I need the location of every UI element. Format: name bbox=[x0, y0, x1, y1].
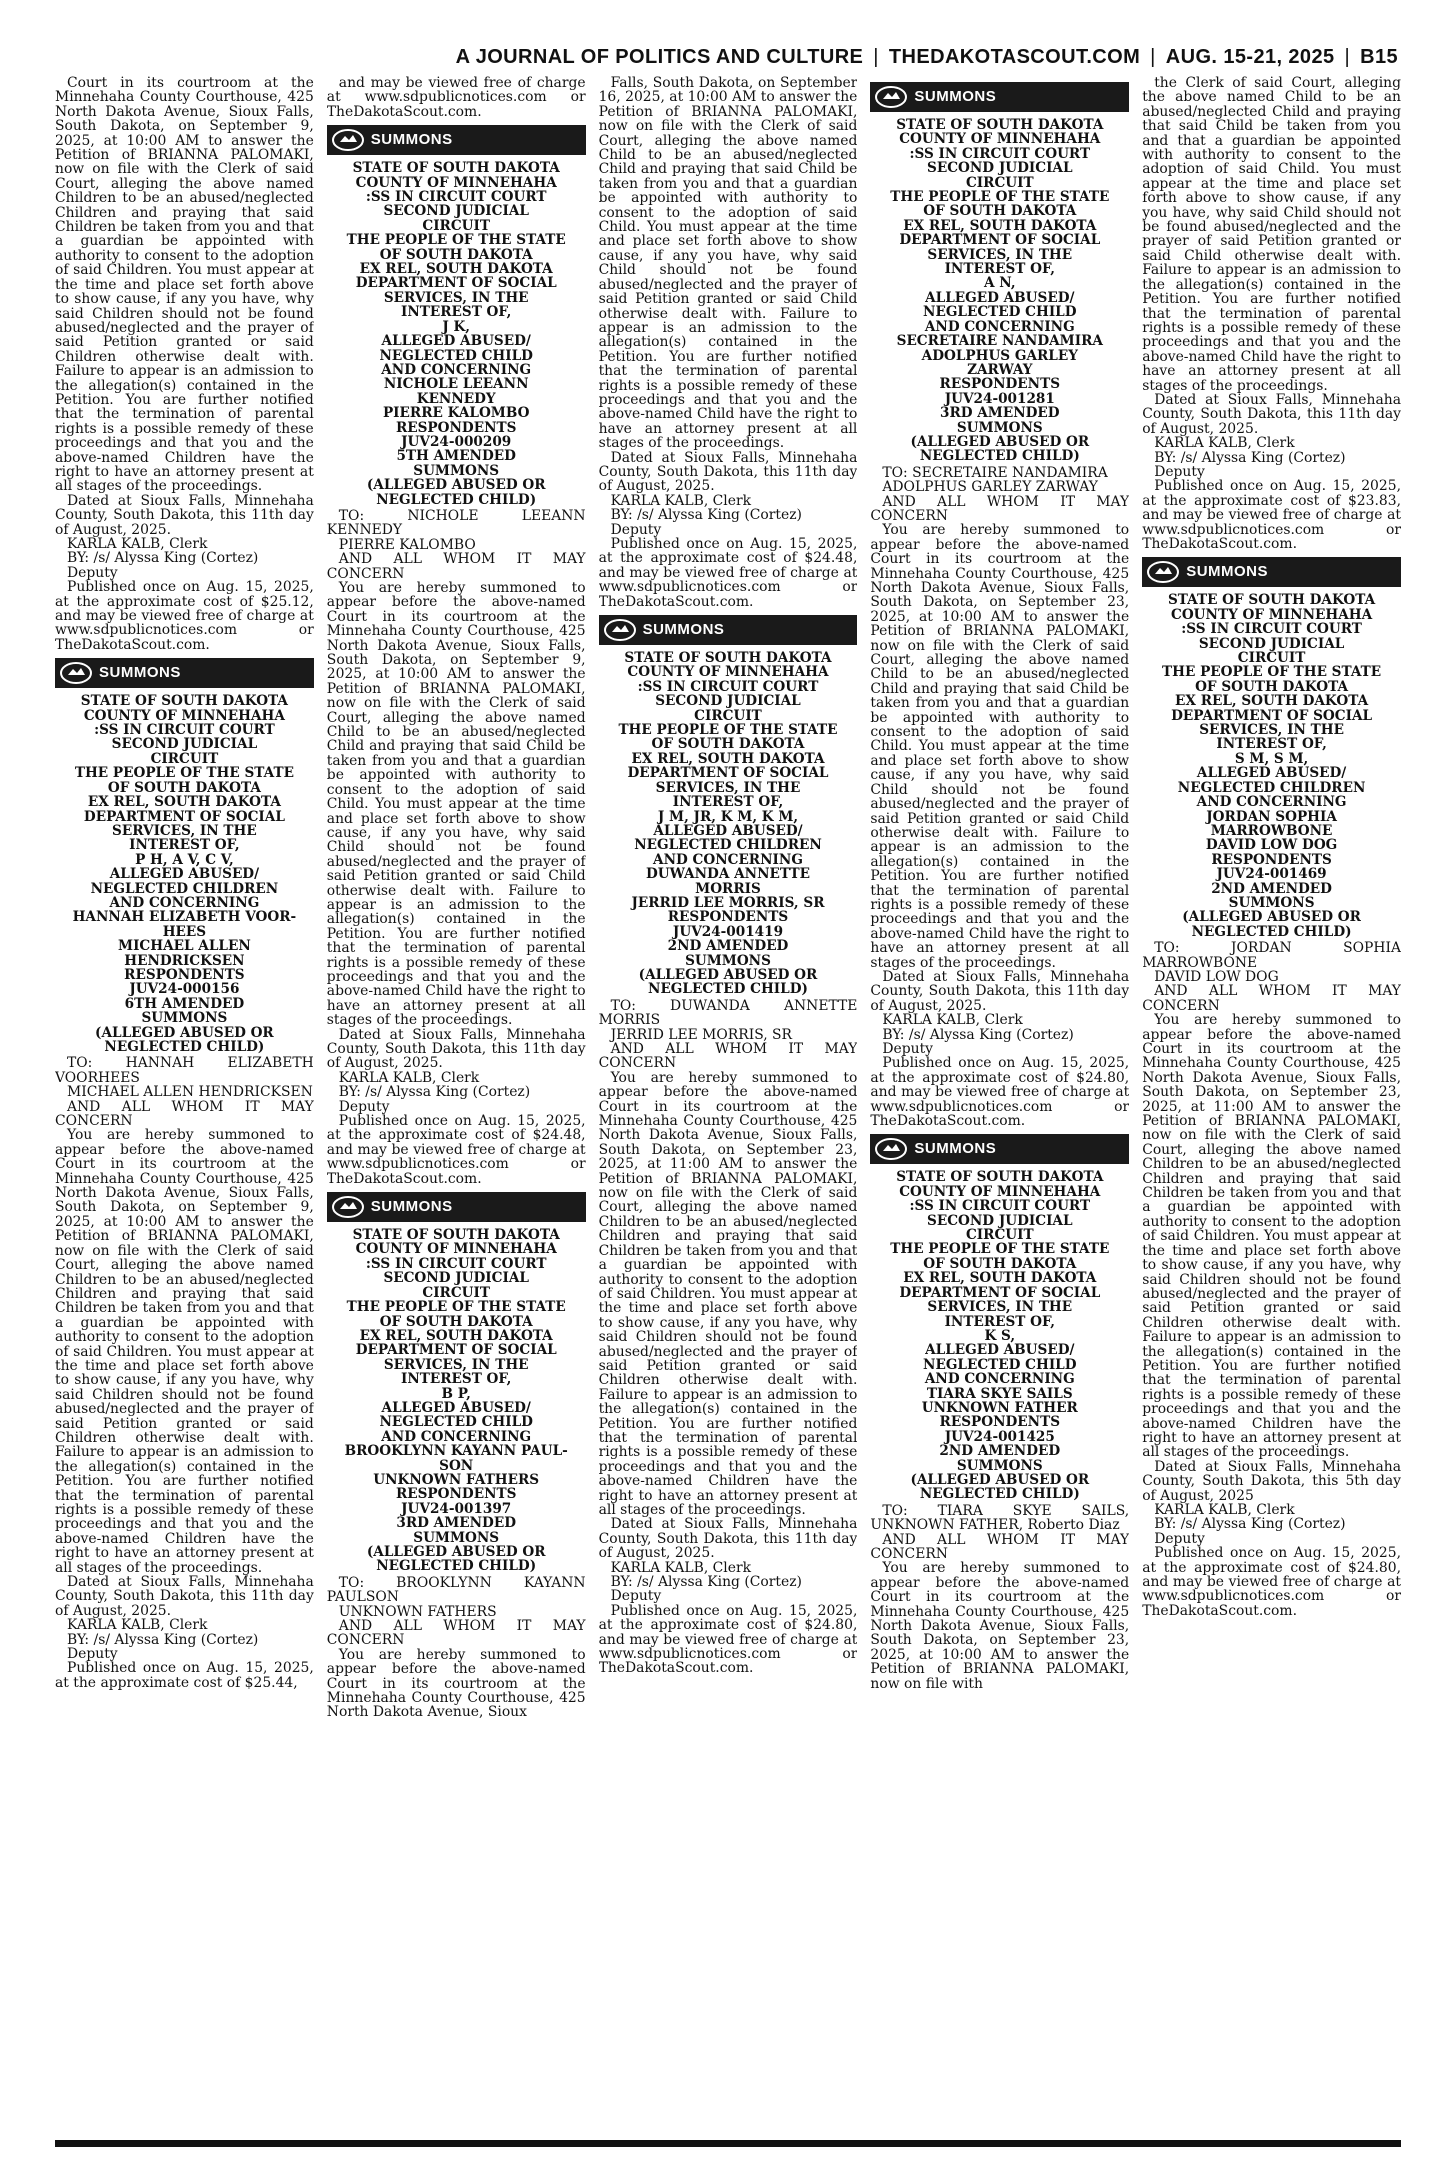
caption-line: (ALLEGED ABUSED OR bbox=[910, 433, 1090, 450]
notice-paragraph: TO: HANNAH ELIZABETH VOORHEES bbox=[55, 1055, 314, 1086]
caption-line: SON bbox=[439, 1457, 474, 1474]
notice-column bbox=[1142, 76, 1401, 2134]
caption-line: SECOND JUDICIAL bbox=[111, 736, 258, 753]
notice-paragraph: TO: NICHOLE LEEANN KENNEDY bbox=[326, 507, 586, 539]
case-caption bbox=[1142, 593, 1401, 939]
caption-line: RESPONDENTS bbox=[667, 909, 789, 926]
caption-line: CIRCUIT bbox=[422, 1284, 490, 1301]
summons-banner bbox=[327, 125, 586, 155]
caption-line: THE PEOPLE OF THE STATE bbox=[890, 189, 1110, 206]
caption-line: STATE OF SOUTH DAKOTA bbox=[896, 117, 1104, 133]
caption-line: OF SOUTH DAKOTA bbox=[107, 779, 261, 796]
caption-line: THE PEOPLE OF THE STATE bbox=[1162, 664, 1382, 681]
banner-label: SUMMONS bbox=[914, 87, 997, 105]
notice-paragraph: AND ALL WHOM IT MAY CONCERN bbox=[326, 1618, 586, 1649]
caption-line: EX REL, SOUTH DAKOTA bbox=[631, 750, 825, 767]
caption-line: ALLEGED ABUSED/ bbox=[653, 822, 803, 839]
caption-line: HEES bbox=[162, 923, 207, 940]
caption-line: SERVICES, IN THE bbox=[655, 779, 801, 796]
caption-line: AND CONCERNING bbox=[381, 361, 532, 378]
caption-line: COUNTY OF MINNEHAHA bbox=[627, 664, 829, 681]
banner-label: SUMMONS bbox=[914, 1140, 997, 1158]
caption-line: CIRCUIT bbox=[965, 1227, 1034, 1244]
caption-line: J K, bbox=[442, 318, 471, 335]
caption-line: COUNTY OF MINNEHAHA bbox=[355, 1241, 557, 1258]
caption-line: B P, bbox=[441, 1385, 471, 1402]
site-url: THEDAKOTASCOUT.COM bbox=[888, 46, 1141, 68]
notice-paragraph: You are hereby summoned to appear before the above-named Court in its courtroom at the Minnehaha County Courthouse, 425 North Dakota Avenue, Sioux Falls, South Dakota, on September 9, 2025, at 10:00 AM to answer the Petition of BRIANNA PALOMAKI, now on file with the Clerk of said Court, alleging the above named Children to be an abused/neglected Children and praying that said Children be taken from you and that a guardian be appointed with authority to consent to the adoption of said Children. You must appear at the time and place set forth above to show cause, if any you have, why said Children should not be found abused/neglected and the prayer of said Petition granted or said Children otherwise dealt with. Failure to appear is an admission to the allegation(s) contained in the Petition. You are further notified that the termination of parental rights is a possible remedy of these proceedings and that you and the above-named Children have the right to have an attorney present at all stages of the proceedings. bbox=[55, 1127, 314, 1576]
header-line bbox=[456, 46, 1398, 69]
notice-paragraph: JERRID LEE MORRIS, SR bbox=[610, 1026, 793, 1043]
notice-paragraph: BY: /s/ Alyssa King (Cortez) bbox=[610, 1574, 802, 1591]
caption-line: NEGLECTED CHILD) bbox=[376, 1558, 537, 1575]
caption-line: COUNTY OF MINNEHAHA bbox=[1171, 606, 1373, 623]
case-caption bbox=[870, 1170, 1129, 1501]
notice-paragraph: Dated at Sioux Falls, Minnehaha County, South Dakota, this 5th day of August, 2025 bbox=[1142, 1458, 1401, 1504]
scout-logo-icon bbox=[603, 617, 637, 643]
caption-line: STATE OF SOUTH DAKOTA bbox=[1167, 592, 1376, 609]
notice-paragraph: AND ALL WHOM IT MAY CONCERN bbox=[870, 1531, 1130, 1562]
notice-paragraph: Deputy bbox=[610, 1588, 662, 1605]
caption-line: SERVICES, IN THE bbox=[1199, 722, 1344, 739]
caption-line: AND CONCERNING bbox=[924, 318, 1075, 335]
caption-line: INTEREST OF, bbox=[944, 1313, 1056, 1330]
journal-tagline: A JOURNAL OF POLITICS AND CULTURE bbox=[455, 46, 864, 68]
caption-line: JUV24-001281 bbox=[944, 390, 1055, 407]
caption-line: A N, bbox=[984, 275, 1016, 292]
caption-line: TIARA SKYE SAILS bbox=[926, 1385, 1073, 1402]
caption-line: CIRCUIT bbox=[150, 750, 219, 767]
summons-banner bbox=[1142, 557, 1401, 587]
caption-line: SUMMONS bbox=[141, 1010, 228, 1027]
caption-line: KENNEDY bbox=[416, 390, 496, 407]
notice-paragraph: TO: JORDAN SOPHIA MARROWBONE bbox=[1142, 940, 1401, 971]
caption-line: DEPARTMENT OF SOCIAL bbox=[355, 1342, 557, 1359]
notice-paragraph: BY: /s/ Alyssa King (Cortez) bbox=[610, 507, 802, 524]
banner-label: SUMMONS bbox=[370, 131, 453, 149]
caption-line: CIRCUIT bbox=[422, 217, 490, 234]
caption-line: JUV24-001419 bbox=[672, 923, 784, 940]
caption-line: (ALLEGED ABUSED OR bbox=[366, 1544, 546, 1560]
scout-logo-icon bbox=[331, 127, 365, 153]
caption-line: RESPONDENTS bbox=[395, 419, 517, 436]
caption-line: INTEREST OF, bbox=[400, 1371, 512, 1388]
caption-line: CIRCUIT bbox=[965, 174, 1034, 191]
caption-line: THE PEOPLE OF THE STATE bbox=[618, 722, 838, 739]
caption-line: DEPARTMENT OF SOCIAL bbox=[355, 275, 557, 292]
caption-line: (ALLEGED ABUSED OR bbox=[95, 1024, 274, 1041]
notice-paragraph: TO: BROOKLYNN KAYANN PAULSON bbox=[326, 1574, 586, 1606]
notice-paragraph: You are hereby summoned to appear before the above-named Court in its courtroom at the Minnehaha County Courthouse, 425 North Dakota Avenue, Sioux Falls, South Dakota, on September 23, 2025, at 10:00 AM to answer the Petition of BRIANNA PALOMAKI, now on file with the Clerk of said Court, alleging the above named Child to be an abused/neglected Child and praying that said Child be taken from you and that a guardian be appointed with authority to consent to the adoption of said Child. You must appear at the time and place set forth above to show cause, if any you have, why said Child should not be found abused/neglected and the prayer of said Petition granted or said Child otherwise dealt with. Failure to appear is an admission to the allegation(s) contained in the Petition. You are further notified that the termination of parental rights is a possible remedy of these proceedings and that you and the above-named Child have the right to have an attorney present at all stages of the proceedings. bbox=[870, 522, 1130, 971]
notice-paragraph: Published once on Aug. 15, 2025, at the approximate cost of $23.83, and may be viewed free of charge at www.sdpublicnotices.com or TheDakotaScout.com. bbox=[1142, 478, 1401, 552]
notice-paragraph: Deputy bbox=[1154, 463, 1205, 480]
caption-line: DEPARTMENT OF SOCIAL bbox=[83, 808, 285, 825]
caption-line: NEGLECTED CHILDREN bbox=[1177, 779, 1366, 796]
caption-line: COUNTY OF MINNEHAHA bbox=[899, 1183, 1101, 1200]
caption-line: ADOLPHUS GARLEY bbox=[921, 347, 1078, 364]
caption-line: NEGLECTED CHILD bbox=[923, 1356, 1077, 1373]
notice-paragraph: KARLA KALB, Clerk bbox=[610, 492, 752, 509]
caption-line: OF SOUTH DAKOTA bbox=[923, 1255, 1077, 1272]
caption-line: :SS IN CIRCUIT COURT bbox=[637, 678, 819, 695]
caption-line: NEGLECTED CHILD bbox=[379, 1414, 533, 1431]
caption-line: EX REL, SOUTH DAKOTA bbox=[903, 217, 1097, 234]
caption-line: THE PEOPLE OF THE STATE bbox=[346, 232, 566, 249]
caption-line: SUMMONS bbox=[956, 1457, 1043, 1474]
header-separator: | bbox=[1150, 46, 1156, 68]
caption-line: ALLEGED ABUSED/ bbox=[925, 289, 1075, 306]
caption-line: STATE OF SOUTH DAKOTA bbox=[80, 693, 288, 710]
caption-line: BROOKLYNN KAYANN PAUL- bbox=[344, 1443, 568, 1460]
caption-line: RESPONDENTS bbox=[939, 1414, 1061, 1431]
caption-line: ALLEGED ABUSED/ bbox=[381, 333, 531, 350]
caption-line: EX REL, SOUTH DAKOTA bbox=[87, 794, 281, 811]
caption-line: OF SOUTH DAKOTA bbox=[379, 246, 533, 263]
case-caption bbox=[870, 118, 1129, 464]
summons-banner bbox=[327, 1192, 586, 1222]
caption-line: COUNTY OF MINNEHAHA bbox=[83, 707, 285, 724]
notice-paragraph: Dated at Sioux Falls, Minnehaha County, South Dakota, this 11th day of August, 2025. bbox=[598, 449, 858, 495]
notice-paragraph: Deputy bbox=[1154, 1530, 1205, 1547]
caption-line: EX REL, SOUTH DAKOTA bbox=[359, 261, 553, 278]
notice-paragraph: BY: /s/ Alyssa King (Cortez) bbox=[882, 1026, 1074, 1043]
banner-label: SUMMONS bbox=[1186, 563, 1269, 581]
notice-paragraph: Deputy bbox=[67, 564, 118, 581]
caption-line: J M, JR, K M, K M, bbox=[657, 808, 799, 825]
caption-line: NEGLECTED CHILD) bbox=[919, 448, 1080, 465]
caption-line: JORDAN SOPHIA bbox=[1206, 808, 1337, 825]
banner-label: SUMMONS bbox=[370, 1197, 453, 1215]
summons-banner bbox=[599, 615, 858, 645]
caption-line: 2ND AMENDED bbox=[667, 938, 789, 955]
notice-paragraph: TO: DUWANDA ANNETTE MORRIS bbox=[598, 997, 858, 1029]
caption-line: STATE OF SOUTH DAKOTA bbox=[896, 1169, 1104, 1186]
caption-line: K S, bbox=[984, 1327, 1016, 1344]
scout-logo-icon bbox=[874, 84, 908, 110]
caption-line: NEGLECTED CHILDREN bbox=[634, 837, 822, 854]
notice-paragraph: Published once on Aug. 15, 2025, at the approximate cost of $24.48, and may be viewed free of charge at www.sdpublicnotices.com or TheDakotaScout.com. bbox=[598, 536, 858, 610]
caption-line: SERVICES, IN THE bbox=[112, 822, 257, 839]
notice-paragraph: KARLA KALB, Clerk bbox=[338, 1069, 480, 1086]
caption-line: EX REL, SOUTH DAKOTA bbox=[1175, 693, 1369, 710]
caption-line: DEPARTMENT OF SOCIAL bbox=[1171, 707, 1373, 724]
caption-line: THE PEOPLE OF THE STATE bbox=[74, 765, 294, 782]
caption-line: COUNTY OF MINNEHAHA bbox=[355, 174, 557, 191]
caption-line: RESPONDENTS bbox=[395, 1486, 517, 1503]
caption-line: SUMMONS bbox=[1228, 894, 1315, 911]
notice-paragraph: BY: /s/ Alyssa King (Cortez) bbox=[67, 550, 259, 567]
notice-paragraph: KARLA KALB, Clerk bbox=[1154, 435, 1295, 452]
caption-line: JUV24-001397 bbox=[401, 1500, 512, 1517]
caption-line: RESPONDENTS bbox=[939, 376, 1061, 393]
page-number: B15 bbox=[1360, 46, 1398, 68]
caption-line: STATE OF SOUTH DAKOTA bbox=[624, 650, 832, 667]
notice-paragraph: BY: /s/ Alyssa King (Cortez) bbox=[1154, 1516, 1346, 1533]
caption-line: DEPARTMENT OF SOCIAL bbox=[627, 765, 829, 782]
caption-line: THE PEOPLE OF THE STATE bbox=[890, 1241, 1110, 1258]
caption-line: STATE OF SOUTH DAKOTA bbox=[352, 1227, 560, 1244]
caption-line: JERRID LEE MORRIS, SR bbox=[631, 894, 825, 911]
caption-line: INTEREST OF, bbox=[672, 794, 784, 811]
caption-line: OF SOUTH DAKOTA bbox=[923, 203, 1077, 220]
caption-line: CIRCUIT bbox=[1237, 650, 1306, 667]
caption-line: INTEREST OF, bbox=[1216, 736, 1327, 753]
caption-line: SUMMONS bbox=[413, 462, 500, 479]
caption-line: 5TH AMENDED bbox=[396, 448, 516, 465]
caption-line: SUMMONS bbox=[413, 1529, 500, 1546]
caption-line: :SS IN CIRCUIT COURT bbox=[1181, 621, 1362, 638]
case-caption bbox=[327, 1228, 586, 1574]
notice-paragraph: Falls, South Dakota, on September 16, 2025, at 10:00 AM to answer the Petition of BRIANNA PALOMAKI, now on file with the Clerk of said Court, alleging the above named Child to be an abused/neglected Child and praying that said Child be taken from you and that a guardian be appointed with authority to consent to the adoption of said Child. You must appear at the time and place set forth above to show cause, if any you have, why said Child should not be found abused/neglected and the prayer of said Petition granted or said Child otherwise dealt with. Failure to appear is an admission to the allegation(s) contained in the Petition. You are further notified that the termination of parental rights is a possible remedy of these proceedings and that you and the above-named Child have the right to have an attorney present at all stages of the proceedings. bbox=[598, 76, 858, 452]
notice-paragraph: UNKNOWN FATHERS bbox=[338, 1603, 497, 1620]
notice-paragraph: MICHAEL ALLEN HENDRICKSEN bbox=[67, 1084, 313, 1101]
notice-paragraph: You are hereby summoned to appear before the above-named Court in its courtroom at the Minnehaha County Courthouse, 425 North Dakota Avenue, Sioux bbox=[326, 1646, 586, 1721]
caption-line: 2ND AMENDED bbox=[939, 1443, 1061, 1460]
caption-line: S M, S M, bbox=[1234, 750, 1309, 767]
caption-line: SECOND JUDICIAL bbox=[927, 1212, 1073, 1229]
caption-line: UNKNOWN FATHERS bbox=[373, 1471, 540, 1488]
caption-line: NEGLECTED CHILD) bbox=[376, 491, 537, 508]
notice-paragraph: AND ALL WHOM IT MAY CONCERN bbox=[55, 1098, 314, 1130]
scout-logo-icon bbox=[59, 660, 93, 686]
notice-paragraph: Published once on Aug. 15, 2025, at the approximate cost of $25.12, and may be viewed free of charge at www.sdpublicnotices.com or TheDakotaScout.com. bbox=[55, 579, 314, 653]
notice-paragraph: PIERRE KALOMBO bbox=[338, 536, 476, 553]
caption-line: HANNAH ELIZABETH VOOR- bbox=[72, 909, 297, 926]
notice-paragraph: Published once on Aug. 15, 2025, at the approximate cost of $24.80, and may be viewed free of charge at www.sdpublicnotices.com or TheDakotaScout.com. bbox=[870, 1055, 1130, 1130]
caption-line: OF SOUTH DAKOTA bbox=[379, 1313, 533, 1330]
caption-line: (ALLEGED ABUSED OR bbox=[638, 966, 818, 983]
caption-line: :SS IN CIRCUIT COURT bbox=[909, 145, 1091, 162]
notice-paragraph: AND ALL WHOM IT MAY CONCERN bbox=[326, 551, 586, 582]
notice-paragraph: the Clerk of said Court, alleging the above named Child to be an abused/neglected Child and praying that said Child be taken from you and that a guardian be appointed with authority to consent to the adoption of said Child. You must appear at the time and place set forth above to show cause, if any you have, why said Child should not be found abused/neglected and the prayer of said Petition granted or said Child otherwise dealt with. Failure to appear is an admission to the allegation(s) contained in the Petition. You are further notified that the termination of parental rights is a possible remedy of these proceedings and that you and the above-named Child have the right to have an attorney present at all stages of the proceedings. bbox=[1142, 76, 1401, 394]
caption-line: SECOND JUDICIAL bbox=[383, 1270, 529, 1287]
caption-line: NEGLECTED CHILD) bbox=[1191, 923, 1352, 940]
notice-column bbox=[327, 76, 586, 2134]
notice-paragraph: Dated at Sioux Falls, Minnehaha County, South Dakota, this 11th day of August, 2025. bbox=[870, 968, 1130, 1014]
caption-line: RESPONDENTS bbox=[124, 966, 245, 983]
notice-paragraph: You are hereby summoned to appear before the above-named Court in its courtroom at the Minnehaha County Courthouse, 425 North Dakota Avenue, Sioux Falls, South Dakota, on September 23, 2025, at 11:00 AM to answer the Petition of BRIANNA PALOMAKI, now on file with the Clerk of said Court, alleging the above named Children to be an abused/neglected Children and praying that said Children be taken from you and that a guardian be appointed with authority to consent to the adoption of said Children. You must appear at the time and place set forth above to show cause, if any you have, why said Children should not be found abused/neglected and the prayer of said Petition granted or said Children otherwise dealt with. Failure to appear is an admission to the allegation(s) contained in the Petition. You are further notified that the termination of parental rights is a possible remedy of these proceedings and that you and the above-named Children have the right to have an attorney present at all stages of the proceedings. bbox=[598, 1069, 858, 1518]
summons-banner bbox=[55, 658, 314, 688]
caption-line: SECOND JUDICIAL bbox=[1198, 635, 1345, 652]
caption-line: AND CONCERNING bbox=[653, 851, 803, 868]
caption-line: RESPONDENTS bbox=[1211, 851, 1332, 868]
caption-line: PIERRE KALOMBO bbox=[382, 405, 530, 422]
notice-paragraph: Deputy bbox=[338, 1098, 390, 1115]
notice-paragraph: KARLA KALB, Clerk bbox=[67, 1617, 208, 1634]
caption-line: INTEREST OF, bbox=[944, 261, 1056, 278]
caption-line: DEPARTMENT OF SOCIAL bbox=[899, 1284, 1101, 1301]
scout-logo-icon bbox=[874, 1136, 908, 1162]
notice-paragraph: You are hereby summoned to appear before the above-named Court in its courtroom at the Minnehaha County Courthouse, 425 North Dakota Avenue, Sioux Falls, South Dakota, on September 23, 2025, at 10:00 AM to answer the Petition of BRIANNA PALOMAKI, now on file with bbox=[870, 1560, 1130, 1692]
caption-line: NEGLECTED CHILD bbox=[923, 304, 1077, 321]
page-header bbox=[0, 0, 1456, 66]
caption-line: JUV24-001425 bbox=[944, 1428, 1055, 1445]
caption-line: OF SOUTH DAKOTA bbox=[1195, 678, 1349, 695]
caption-line: ALLEGED ABUSED/ bbox=[381, 1399, 531, 1416]
notice-paragraph: You are hereby summoned to appear before the above-named Court in its courtroom at the Minnehaha County Courthouse, 425 North Dakota Avenue, Sioux Falls, South Dakota, on September 9, 2025, at 10:00 AM to answer the Petition of BRIANNA PALOMAKI, now on file with the Clerk of said Court, alleging the above named Child to be an abused/neglected Child and praying that said Child be taken from you and that a guardian be appointed with authority to consent to the adoption of said Child. You must appear at the time and place set forth above to show cause, if any you have, why said Child should not be found abused/neglected and the prayer of said Petition granted or said Child otherwise dealt with. Failure to appear is an admission to the allegation(s) contained in the Petition. You are further notified that the termination of parental rights is a possible remedy of these proceedings and that you and the above-named Child have the right to have an attorney present at all stages of the proceedings. bbox=[326, 580, 586, 1029]
caption-line: OF SOUTH DAKOTA bbox=[651, 736, 805, 753]
caption-line: UNKNOWN FATHER bbox=[921, 1399, 1078, 1416]
caption-line: MORRIS bbox=[695, 880, 761, 897]
case-caption bbox=[55, 694, 314, 1054]
caption-line: COUNTY OF MINNEHAHA bbox=[899, 131, 1101, 148]
caption-line: :SS IN CIRCUIT COURT bbox=[909, 1198, 1091, 1215]
notice-paragraph: KARLA KALB, Clerk bbox=[882, 1012, 1023, 1029]
caption-line: JUV24-000209 bbox=[401, 433, 512, 450]
notice-paragraph: TO: TIARA SKYE SAILS, UNKNOWN FATHER, Roberto Diaz bbox=[870, 1502, 1130, 1534]
caption-line: HENDRICKSEN bbox=[124, 952, 245, 969]
caption-line: MARROWBONE bbox=[1210, 822, 1333, 839]
notice-paragraph: Published once on Aug. 15, 2025, at the approximate cost of $24.80, and may be viewed free of charge at www.sdpublicnotices.com or TheDakotaScout.com. bbox=[598, 1602, 858, 1677]
notice-paragraph: BY: /s/ Alyssa King (Cortez) bbox=[67, 1631, 259, 1648]
notice-paragraph: Dated at Sioux Falls, Minnehaha County, South Dakota, this 11th day of August, 2025. bbox=[326, 1026, 586, 1072]
scout-logo-icon bbox=[1146, 559, 1180, 585]
caption-line: SERVICES, IN THE bbox=[927, 1299, 1073, 1316]
notice-paragraph: DAVID LOW DOG bbox=[1154, 968, 1279, 985]
caption-line: SECRETAIRE NANDAMIRA bbox=[896, 333, 1103, 350]
caption-line: AND CONCERNING bbox=[109, 894, 260, 911]
notice-paragraph: Published once on Aug. 15, 2025, at the approximate cost of $25.44, bbox=[55, 1660, 314, 1691]
legal-notices-page bbox=[55, 76, 1401, 2134]
notice-paragraph: BY: /s/ Alyssa King (Cortez) bbox=[1154, 449, 1346, 466]
caption-line: NICHOLE LEEANN bbox=[383, 376, 529, 393]
caption-line: AND CONCERNING bbox=[924, 1371, 1075, 1388]
caption-line: DAVID LOW DOG bbox=[1205, 837, 1338, 854]
caption-line: ZARWAY bbox=[967, 361, 1033, 378]
caption-line: NEGLECTED CHILD) bbox=[104, 1039, 265, 1055]
notice-column bbox=[870, 76, 1129, 2134]
notice-paragraph: Published once on Aug. 15, 2025, at the approximate cost of $24.48, and may be viewed free of charge at www.sdpublicnotices.com or TheDakotaScout.com. bbox=[326, 1113, 586, 1187]
notice-paragraph: Deputy bbox=[610, 521, 662, 538]
notice-paragraph: Dated at Sioux Falls, Minnehaha County, South Dakota, this 11th day of August, 2025. bbox=[598, 1516, 858, 1562]
caption-line: NEGLECTED CHILD) bbox=[648, 981, 808, 998]
summons-banner bbox=[870, 1134, 1129, 1164]
caption-line: NEGLECTED CHILDREN bbox=[90, 880, 279, 897]
caption-line: SERVICES, IN THE bbox=[927, 246, 1073, 263]
caption-line: INTEREST OF, bbox=[400, 304, 512, 321]
banner-label: SUMMONS bbox=[99, 664, 181, 682]
notice-paragraph: AND ALL WHOM IT MAY CONCERN bbox=[870, 493, 1130, 524]
notice-paragraph: BY: /s/ Alyssa King (Cortez) bbox=[338, 1084, 531, 1101]
caption-line: SERVICES, IN THE bbox=[383, 1356, 529, 1373]
caption-line: SECOND JUDICIAL bbox=[655, 693, 801, 710]
caption-line: EX REL, SOUTH DAKOTA bbox=[359, 1327, 553, 1344]
caption-line: ALLEGED ABUSED/ bbox=[1196, 765, 1347, 782]
notice-paragraph: AND ALL WHOM IT MAY CONCERN bbox=[598, 1041, 858, 1072]
notice-paragraph: Published once on Aug. 15, 2025, at the approximate cost of $24.80, and may be viewed free of charge at www.sdpublicnotices.com or TheDakotaScout.com. bbox=[1142, 1545, 1401, 1619]
caption-line: DUWANDA ANNETTE bbox=[646, 866, 810, 883]
caption-line: JUV24-000156 bbox=[129, 981, 240, 998]
notice-paragraph: You are hereby summoned to appear before the above-named Court in its courtroom at the Minnehaha County Courthouse, 425 North Dakota Avenue, Sioux Falls, South Dakota, on September 23, 2025, at 11:00 AM to answer the Petition of BRIANNA PALOMAKI, now on file with the Clerk of said Court, alleging the above named Children to be an abused/neglected Children and praying that said Children be taken from you and that a guardian be appointed with authority to consent to the adoption of said Children. You must appear at the time and place set forth above to show cause, if any you have, why said Children should not be found abused/neglected and the prayer of said Petition granted or said Children otherwise dealt with. Failure to appear is an admission to the allegation(s) contained in the Petition. You are further notified that the termination of parental rights is a possible remedy of these proceedings and that you and the above-named Children have the right to have an attorney present at all stages of the proceedings. bbox=[1142, 1012, 1401, 1461]
notice-paragraph: KARLA KALB, Clerk bbox=[67, 536, 208, 552]
caption-line: 6TH AMENDED bbox=[124, 995, 245, 1012]
caption-line: 2ND AMENDED bbox=[1211, 880, 1332, 897]
notice-column bbox=[55, 76, 314, 2134]
case-caption bbox=[327, 161, 586, 507]
caption-line: AND CONCERNING bbox=[381, 1428, 532, 1445]
caption-line: INTEREST OF, bbox=[129, 837, 240, 854]
notice-paragraph: Dated at Sioux Falls, Minnehaha County, South Dakota, this 11th day of August, 2025. bbox=[1142, 391, 1401, 437]
case-caption bbox=[599, 651, 858, 997]
notice-paragraph: KARLA KALB, Clerk bbox=[1154, 1502, 1295, 1518]
header-separator: | bbox=[873, 46, 879, 68]
caption-line: SUMMONS bbox=[956, 419, 1043, 436]
notice-paragraph: and may be viewed free of charge at www.sdpublicnotices.com or TheDakotaScout.com. bbox=[326, 76, 586, 120]
notice-paragraph: Court in its courtroom at the Minnehaha County Courthouse, 425 North Dakota Avenue, Sioux Falls, South Dakota, on September 9, 2025, at 10:00 AM to answer the Petition of BRIANNA PALOMAKI, now on file with the Clerk of said Court, alleging the above named Children to be an abused/neglected Children and praying that said Children be taken from you and that a guardian be appointed with authority to consent to the adoption of said Children. You must appear at the time and place set forth above to show cause, if any you have, why said Children should not be found abused/neglected and the prayer of said Petition granted or said Children otherwise dealt with. Failure to appear is an admission to the allegation(s) contained in the Petition. You are further notified that the termination of parental rights is a possible remedy of these proceedings and that you and the above-named Children have the right to have an attorney present at all stages of the proceedings. bbox=[55, 76, 314, 495]
caption-line: 3RD AMENDED bbox=[396, 1515, 516, 1532]
caption-line: NEGLECTED CHILD) bbox=[919, 1486, 1080, 1503]
notice-paragraph: Dated at Sioux Falls, Minnehaha County, South Dakota, this 11th day of August, 2025. bbox=[55, 492, 314, 538]
caption-line: ALLEGED ABUSED/ bbox=[109, 866, 260, 883]
caption-line: EX REL, SOUTH DAKOTA bbox=[903, 1270, 1097, 1287]
banner-label: SUMMONS bbox=[642, 620, 725, 638]
notice-column bbox=[599, 76, 858, 2134]
caption-line: STATE OF SOUTH DAKOTA bbox=[352, 160, 560, 177]
scout-logo-icon bbox=[331, 1194, 365, 1220]
caption-line: P H, A V, C V, bbox=[135, 851, 234, 868]
notice-paragraph: Deputy bbox=[882, 1041, 934, 1057]
caption-line: SUMMONS bbox=[685, 952, 771, 969]
notice-paragraph: ADOLPHUS GARLEY ZARWAY bbox=[882, 479, 1098, 496]
notice-paragraph: KARLA KALB, Clerk bbox=[610, 1559, 752, 1576]
notice-paragraph: Deputy bbox=[67, 1646, 118, 1663]
caption-line: NEGLECTED CHILD bbox=[379, 347, 533, 364]
summons-banner bbox=[870, 82, 1129, 112]
caption-line: (ALLEGED ABUSED OR bbox=[366, 477, 546, 494]
caption-line: MICHAEL ALLEN bbox=[118, 938, 251, 955]
caption-line: 3RD AMENDED bbox=[939, 405, 1060, 422]
bottom-rule bbox=[55, 2140, 1401, 2147]
caption-line: SECOND JUDICIAL bbox=[927, 160, 1073, 177]
caption-line: ALLEGED ABUSED/ bbox=[925, 1342, 1075, 1359]
caption-line: :SS IN CIRCUIT COURT bbox=[365, 1255, 547, 1272]
caption-line: DEPARTMENT OF SOCIAL bbox=[899, 232, 1101, 249]
caption-line: (ALLEGED ABUSED OR bbox=[1182, 909, 1361, 926]
notice-paragraph: AND ALL WHOM IT MAY CONCERN bbox=[1142, 983, 1401, 1014]
header-separator: | bbox=[1344, 46, 1351, 68]
caption-line: SECOND JUDICIAL bbox=[383, 203, 529, 220]
caption-line: AND CONCERNING bbox=[1196, 794, 1347, 811]
caption-line: JUV24-001469 bbox=[1216, 866, 1327, 883]
caption-line: :SS IN CIRCUIT COURT bbox=[94, 722, 275, 739]
caption-line: SERVICES, IN THE bbox=[383, 289, 529, 306]
notice-paragraph: Dated at Sioux Falls, Minnehaha County, South Dakota, this 11th day of August, 2025. bbox=[55, 1574, 314, 1619]
caption-line: CIRCUIT bbox=[694, 707, 762, 724]
issue-dates: AUG. 15-21, 2025 bbox=[1165, 46, 1335, 68]
notice-paragraph: TO: SECRETAIRE NANDAMIRA bbox=[882, 464, 1108, 481]
caption-line: (ALLEGED ABUSED OR bbox=[910, 1471, 1090, 1488]
caption-line: :SS IN CIRCUIT COURT bbox=[365, 189, 547, 206]
caption-line: THE PEOPLE OF THE STATE bbox=[346, 1299, 566, 1316]
